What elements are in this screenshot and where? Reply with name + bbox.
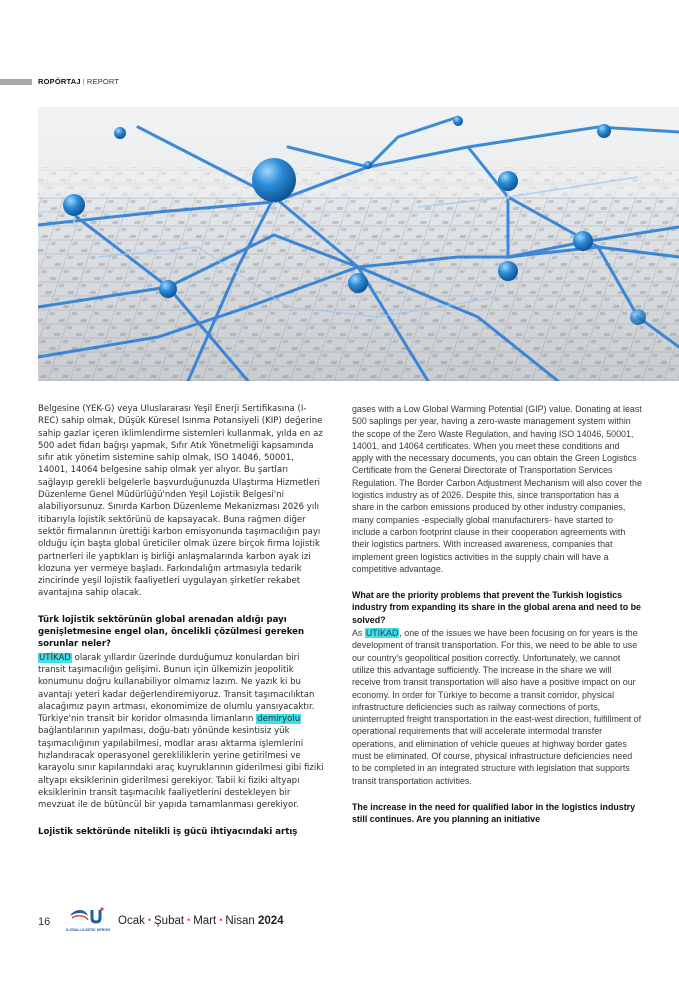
magazine-logo	[66, 906, 110, 934]
date-separator-dot: •	[219, 915, 223, 925]
left-question-2: Lojistik sektöründe nitelikli iş gücü ihtiyacındaki artış	[38, 826, 298, 837]
left-answer-1-b: bağlantılarının yapılması, doğu-batı yönünde kesintisiz yük taşımacılığının yapılabilmesi, modlar arası aktarma işlemlerini hızlandıracak operasyonel gerekliliklerin yerine getirilmesi ve karayolu sınır kapılarındaki araç kuyruklarının giderilmesi gibi fiziki altyapı eksiklerinin giderilmesi gerekiyor. Tabii ki fiziki altyapı eksiklerinin transit taşımacılık faaliyetlerini destekleyen bir mevzuat ile de bütüncül bir yapıda tamamlanması gerekiyor.	[38, 726, 324, 811]
left-answer-1	[38, 652, 326, 812]
issue-year: 2024	[257, 915, 284, 927]
issue-month-3: Mart	[193, 915, 217, 927]
left-highlight-demiryolu: demiryolu	[257, 714, 301, 725]
date-separator-dot: •	[187, 915, 191, 925]
right-question-1: What are the priority problems that prevent the Turkish logistics industry from expanding its share in the global arena and need to be solved?	[352, 590, 641, 625]
section-label-tr: ROPÖRTAJ	[38, 77, 81, 86]
section-separator: |	[82, 77, 85, 86]
issue-month-4: Nisan	[225, 915, 255, 927]
issue-month-2: Şubat	[154, 915, 185, 927]
left-highlight-utikad: UTİKAD	[39, 652, 71, 663]
issue-month-1: Ocak	[118, 915, 145, 927]
left-answer-1-a: olarak yıllardır üzerinde durduğumuz konulardan biri transit taşımacılığın gelişimi. Bunun için ülkemizin jeopolitik konumunu doğru kullanabiliyor olmamız lazım. Ne yazık ki bu avantajı yeteri kadar değerlendiremiyoruz. Transit taşımacılıktan alacağımız payın artması, ekonomimize de olumlu yansıyacaktır. Türkiye'nin transit bir koridor olmasında limanların	[38, 652, 315, 725]
issue-date	[118, 915, 284, 927]
logo-caption: GLOBALLOJISTIK DERGISI	[66, 928, 110, 932]
header-accent-bar	[0, 79, 32, 85]
left-paragraph-1: Belgesine (YEK-G) veya Uluslararası Yeşil Enerji Sertifikasına (I-REC) sahip olmak, Düşük Küresel Isınma Potansiyeli (KIP) değerine sahip gazlar içeren iklimlendirme sistemleri kullanmak, yılda en az 500 adet fidan bağışı yapmak, Sıfır Atık Yönetmeliği kapsamında sıfır atık yönetim sistemine sahip olmak, ISO 14046, 50001, 14001, 14064 belgesine sahip olmak yer alıyor. Bu şartları sağlayıp gerekli belgelerle başvurduğunuzda Ulaştırma Hizmetleri Düzenleme Genel Müdürlüğü'nden Yeşil Lojistik Belgesi'ni alabiliyorsunuz. Sınırda Karbon Düzenleme Mekanizması 2026 yılı itibarıyla lojistik sektörünü de kapsayacak. Buna rağmen diğer sektör firmalarının ürettiği karbon emisyonunda taşımacılığın payı olduğu için başta global üreticiler olmak üzere birçok firma lojistik partnerleri ile yaptıkları iş birliği anlaşmalarında karbon ayak izi klozuna yer vermeye başladı. Farkındalığın artmasıyla tedarik zincirinde yeşil lojistik faaliyetleri uygulayan şirketler rekabet avantajına sahip olacak.	[38, 404, 323, 599]
page-number: 16	[38, 916, 51, 928]
left-column-turkish	[38, 403, 326, 839]
right-highlight-utikad: UTIKAD	[365, 628, 399, 639]
right-answer-1-rest: , one of the issues we have been focusing on for years is the development of transit transportation. For this, we need to be able to use our country's geopolitical position correctly. Unfortunately, we cannot utilize this advantage sufficiently. The increase in the share we will receive from transit transportation will also have a positive impact on our economy. In order for Türkiye to become a transit corridor, physical infrastructure deficiencies such as railway connections of ports, uninterrupted freight transportation in the east-west direction, fulfillment of operational requirements that will accelerate intermodal transfer operations, and elimination of vehicle queues at highway border gates must be eliminated. Of course, physical infrastructure deficiencies need to be completed in an integrated structure with legislation that supports transit transportation activities.	[352, 628, 642, 786]
section-label	[38, 77, 119, 86]
right-answer-1	[352, 627, 642, 787]
right-answer-1-pre: As	[352, 628, 365, 639]
left-question-1: Türk lojistik sektörünün global arenadan aldığı payı genişletmesine engel olan, öncelikli çözülmesi gereken sorunlar neler?	[38, 614, 305, 650]
section-label-en: REPORT	[86, 77, 120, 86]
right-paragraph-1: gases with a Low Global Warming Potential (GIP) value. Donating at least 500 saplings per year, having a zero-waste management system within the scope of the Zero Waste Regulation, and having ISO 14046, 50001, 14001, and 14064 certificates. When you meet these conditions and apply with the necessary documents, you can obtain the Green Logistics Certificate from the General Directorate of Transportation Services Regulation. The Border Carbon Adjustment Mechanism will also cover the logistics industry as of 2026. Despite this, since transportation has a share in the carbon emissions produced by other industry companies, many companies -especially global manufacturers- have started to include a carbon footprint clause in their cooperation agreements with their logistics partners. With increased awareness, companies that implement green logistics activities in the supply chain will have a competitive advantage.	[352, 404, 642, 574]
hero-map-image	[38, 107, 679, 381]
date-separator-dot: •	[147, 915, 151, 925]
right-question-2: The increase in the need for qualified labor in the logistics industry still continues. Are you planning an initiative	[352, 801, 636, 825]
right-column-english	[352, 403, 642, 827]
